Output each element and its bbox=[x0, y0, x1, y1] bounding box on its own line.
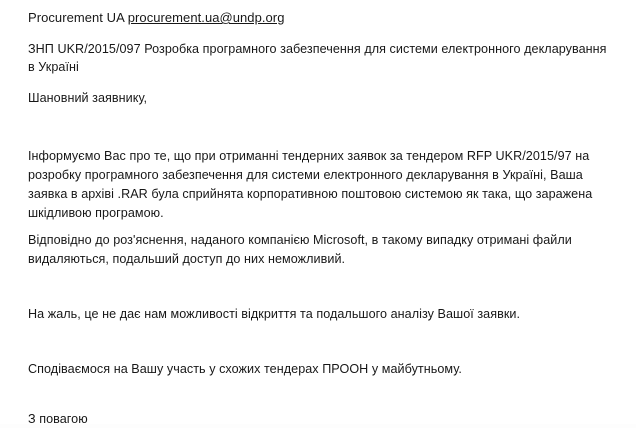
paragraph-4: Сподіваємося на Вашу участь у схожих тендерах ПРООН у майбутньому. bbox=[28, 362, 462, 376]
paragraph-1-line-4: шкідливою програмою. bbox=[28, 206, 164, 220]
paragraph-2-line-2: видаляються, подальший доступ до них неможливий. bbox=[28, 252, 346, 266]
paragraph-1-line-3: заявка в архіві .RAR була сприйнята корпоративною поштовою системою як така, що заражена bbox=[28, 187, 593, 201]
paragraph-1-line-2: розробку програмного забезпечення для системи електронного декларування в Україні, Ваша bbox=[28, 168, 583, 182]
subject-line-1: ЗНП UKR/2015/097 Розробка програмного забезпечення для системи електронного декларування bbox=[28, 42, 607, 56]
sender-line bbox=[28, 9, 284, 27]
greeting: Шановний заявнику, bbox=[28, 91, 148, 105]
sender-email[interactable]: procurement.ua@undp.org bbox=[127, 10, 285, 25]
paragraph-3: На жаль, це не дає нам можливості відкриття та подальшого аналізу Вашої заявки. bbox=[28, 307, 521, 321]
subject-line-2: в Україні bbox=[28, 60, 79, 74]
paragraph-1-line-1: Інформуємо Вас про те, що при отриманні тендерних заявок за тендером RFP UKR/2015/97 на bbox=[28, 149, 590, 163]
closing: З повагою bbox=[28, 412, 88, 426]
sender-name: Procurement UA bbox=[28, 10, 125, 25]
paragraph-2-line-1: Відповідно до роз'яснення, наданого компанією Microsoft, в такому випадку отримані файли bbox=[28, 233, 572, 247]
